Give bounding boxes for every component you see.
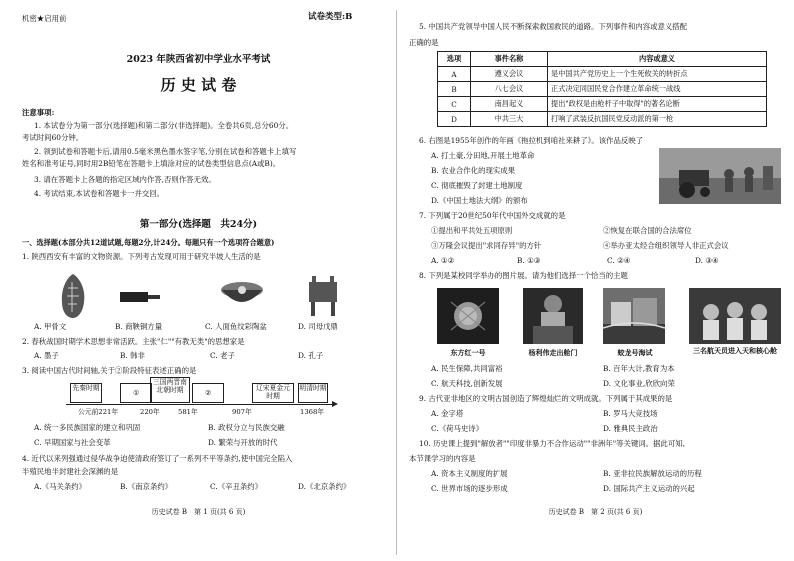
q7-item: ③万隆会议提出"求同存异"的方针 xyxy=(431,241,542,250)
right-page xyxy=(397,0,794,561)
q7-item: ①提出和平共处五项原则 xyxy=(431,226,513,235)
table-cell: A xyxy=(438,67,471,82)
q7-option-a: A. ①② xyxy=(431,256,455,265)
q9-option-d: D. 雅典民主政治 xyxy=(603,424,658,433)
question-5-stem-continued: 正确的是 xyxy=(409,38,439,47)
q2-option-d: D. 孔子 xyxy=(298,351,324,360)
timeline-period-box: 明清时期 xyxy=(298,383,328,403)
q8-option-a: A. 民生保障,共同富裕 xyxy=(431,364,503,373)
painted-pottery-basin-image xyxy=(220,280,264,310)
question-4-stem-continued: 半殖民地半封建社会深渊的是 xyxy=(22,467,119,476)
astronaut-exit-photo xyxy=(523,288,583,344)
table-cell: 提出"政权是由枪杆子中取得"的著名论断 xyxy=(548,97,767,112)
q7-item: ②恢复在联合国的合法席位 xyxy=(603,226,692,235)
table-header-cell: 选项 xyxy=(438,52,471,67)
question-5-stem: 5. 中国共产党领导中国人民不断探索救国救民的道路。下列事件和内容或意义搭配 xyxy=(419,22,688,31)
timeline-period-box: ② xyxy=(192,383,224,403)
table-cell: 遵义会议 xyxy=(471,67,548,82)
photo-caption: 三名航天员进入天和核心舱 xyxy=(693,346,777,355)
tractor-painting-image xyxy=(659,148,781,204)
photo-caption: 东方红一号 xyxy=(450,348,486,357)
q1-option-c: C. 人面鱼纹彩陶盆 xyxy=(205,322,267,331)
question-8-stem: 8. 下列是某校同学举办的图片展。请为他们选择一个恰当的主题 xyxy=(419,271,628,280)
q10-option-a: A. 资本主义制度的扩展 xyxy=(431,469,508,478)
question-10-stem: 10. 历史课上提到"解放者""印度非暴力不合作运动""非洲年"等关键词。据此可知, xyxy=(419,439,685,448)
q8-option-d: D. 文化事业,欣欣向荣 xyxy=(603,379,675,388)
table-header-cell: 事件名称 xyxy=(471,52,548,67)
q7-item: ④举办亚太经合组织领导人非正式会议 xyxy=(603,241,729,250)
satellite-photo xyxy=(437,288,499,344)
notice-line: 3. 请在答题卡上各题的指定区域内作答,否则作答无效。 xyxy=(34,175,216,184)
q7-option-d: D. ③④ xyxy=(695,256,719,265)
left-page-footer: 历史试卷 B 第 1 页(共 6 页) xyxy=(151,508,246,516)
q9-option-c: C.《荷马史诗》 xyxy=(431,424,484,433)
table-row xyxy=(438,97,767,112)
part-one-title: 第一部分(选择题 共24分) xyxy=(139,219,258,230)
table-cell: 正式决定同国民党合作建立革命统一战线 xyxy=(548,82,767,97)
confidential-label: 机密★启用前 xyxy=(22,14,67,23)
timeline-period-box: 先秦时期 xyxy=(70,383,102,403)
notice-line: 2. 领到试卷和答题卡后,请用0.5毫米黑色墨水签字笔,分别在试卷和答题卡上填写 xyxy=(34,147,297,156)
q2-option-a: A. 墨子 xyxy=(34,351,59,360)
notice-title: 注意事项: xyxy=(22,108,55,117)
table-header-cell: 内容或意义 xyxy=(548,52,767,67)
notice-line: 考试时间60分钟。 xyxy=(22,133,84,142)
timeline-mark: 1368年 xyxy=(300,408,325,416)
question-7-stem: 7. 下列属于20世纪50年代中国外交成就的是 xyxy=(419,211,566,220)
q4-option-c: C.《辛丑条约》 xyxy=(210,482,263,491)
q7-option-c: C. ②④ xyxy=(607,256,631,265)
notice-line: 姓名和准考证号,同时用2B铅笔在答题卡上填涂对应的试卷类型信息点(A或B)。 xyxy=(22,159,281,168)
q4-option-d: D.《北京条约》 xyxy=(298,482,351,491)
question-10-stem-continued: 本节课学习的内容是 xyxy=(409,454,476,463)
q1-option-a: A. 甲骨文 xyxy=(34,322,67,331)
table-cell: C xyxy=(438,97,471,112)
notice-line: 4. 考试结束,本试卷和答题卡一并交回。 xyxy=(34,189,165,198)
q9-option-b: B. 罗马大竞技场 xyxy=(603,409,658,418)
question-1-stem: 1. 陕西西安有丰富的文物资源。下列考古发现可用于研究半坡人生活的是 xyxy=(22,252,261,261)
tianhe-core-module-photo xyxy=(689,288,781,344)
q3-option-b: B. 政权分立与民族交融 xyxy=(208,423,285,432)
q1-option-b: B. 商鞅铜方量 xyxy=(115,322,163,331)
table-header-row xyxy=(438,52,767,67)
q7-option-b: B. ①③ xyxy=(517,256,541,265)
oracle-bone-image xyxy=(58,272,88,320)
right-page-footer: 历史试卷 B 第 2 页(共 6 页) xyxy=(548,508,643,516)
q10-option-d: D. 国际共产主义运动的兴起 xyxy=(603,484,695,493)
table-cell: D xyxy=(438,112,471,127)
table-cell: 打响了武装反抗国民党反动派的第一枪 xyxy=(548,112,767,127)
timeline-mark: 907年 xyxy=(232,408,252,416)
table-row xyxy=(438,82,767,97)
timeline-mark: 220年 xyxy=(140,408,160,416)
question-4-stem: 4. 近代以来列强通过侵华战争迫使清政府签订了一系列不平等条约,使中国完全陷入 xyxy=(22,454,293,463)
q4-option-b: B.《南京条约》 xyxy=(120,482,173,491)
table-cell: B xyxy=(438,82,471,97)
q2-option-c: C. 老子 xyxy=(210,351,235,360)
timeline-arrow-icon xyxy=(332,401,338,407)
timeline-axis xyxy=(66,404,336,405)
timeline-period-box: ① xyxy=(120,383,152,403)
photo-caption: 杨利伟走出舱门 xyxy=(528,348,578,357)
paper-type-label: 试卷类型:B xyxy=(308,12,353,22)
q6-option-b: B. 农业合作化的现实成果 xyxy=(431,166,516,175)
jiaolong-sea-trial-photo xyxy=(603,288,665,344)
q10-option-b: B. 亚非拉民族解放运动的历程 xyxy=(603,469,702,478)
q2-option-b: B. 韩非 xyxy=(120,351,145,360)
photo-caption: 蛟龙号海试 xyxy=(617,348,653,357)
exam-title: 2023 年陕西省初中学业水平考试 xyxy=(126,54,271,65)
simuwu-ding-image xyxy=(306,276,340,316)
table-cell: 中共三大 xyxy=(471,112,548,127)
q1-option-d: D. 司母戊鼎 xyxy=(298,322,338,331)
section-intro: 一、选择题(本部分共12道试题,每题2分,计24分。每题只有一个选项符合题意) xyxy=(22,238,275,247)
question-3-stem: 3. 阅读中国古代时间轴,关于②阶段特征表述正确的是 xyxy=(22,366,197,375)
notice-line: 1. 本试卷分为第一部分(选择题)和第二部分(非选择题)。全卷共6页,总分60分。 xyxy=(34,121,294,130)
table-cell: 八七会议 xyxy=(471,82,548,97)
q6-option-c: C. 彻底摧毁了封建土地制度 xyxy=(431,181,523,190)
q8-option-b: B. 百年大计,教育为本 xyxy=(603,364,675,373)
exam-subject-title: 历 史 试 卷 xyxy=(160,76,237,94)
timeline-mark: 公元前221年 xyxy=(78,408,119,416)
q3-option-d: D. 繁荣与开放的时代 xyxy=(208,438,278,447)
table-cell: 是中国共产党历史上一个生死攸关的转折点 xyxy=(548,67,767,82)
q9-option-a: A. 金字塔 xyxy=(431,409,464,418)
table-cell: 南昌起义 xyxy=(471,97,548,112)
table-row xyxy=(438,67,767,82)
q3-option-a: A. 统一多民族国家的建立和巩固 xyxy=(34,423,141,432)
q10-option-c: C. 世界市场的逐步形成 xyxy=(431,484,508,493)
q4-option-a: A.《马关条约》 xyxy=(34,482,87,491)
q8-option-c: C. 航天科技,创新发展 xyxy=(431,379,503,388)
timeline-mark: 581年 xyxy=(178,408,198,416)
question-2-stem: 2. 春秋战国时期学术思想非常活跃。主张"仁""有教无类"的思想家是 xyxy=(22,337,245,346)
timeline-period-box: 辽宋夏金元时期 xyxy=(252,383,294,403)
q6-option-d: D.《中国土地法大纲》的颁布 xyxy=(431,196,528,205)
question-6-stem: 6. 右图是1955年创作的年画《拖拉机到咱社来耕了》。该作品反映了 xyxy=(419,136,644,145)
question-9-stem: 9. 古代亚非地区的文明古国创造了辉煌灿烂的文明成就。下列属于其成果的是 xyxy=(419,394,673,403)
table-row xyxy=(438,112,767,127)
question-5-table xyxy=(437,51,767,127)
q3-option-c: C. 早期国家与社会变革 xyxy=(34,438,111,447)
q6-option-a: A. 打土豪,分田地,开展土地革命 xyxy=(431,151,535,160)
timeline-period-box: 三国两晋南北朝时期 xyxy=(150,377,190,403)
bronze-measure-image xyxy=(120,288,160,304)
